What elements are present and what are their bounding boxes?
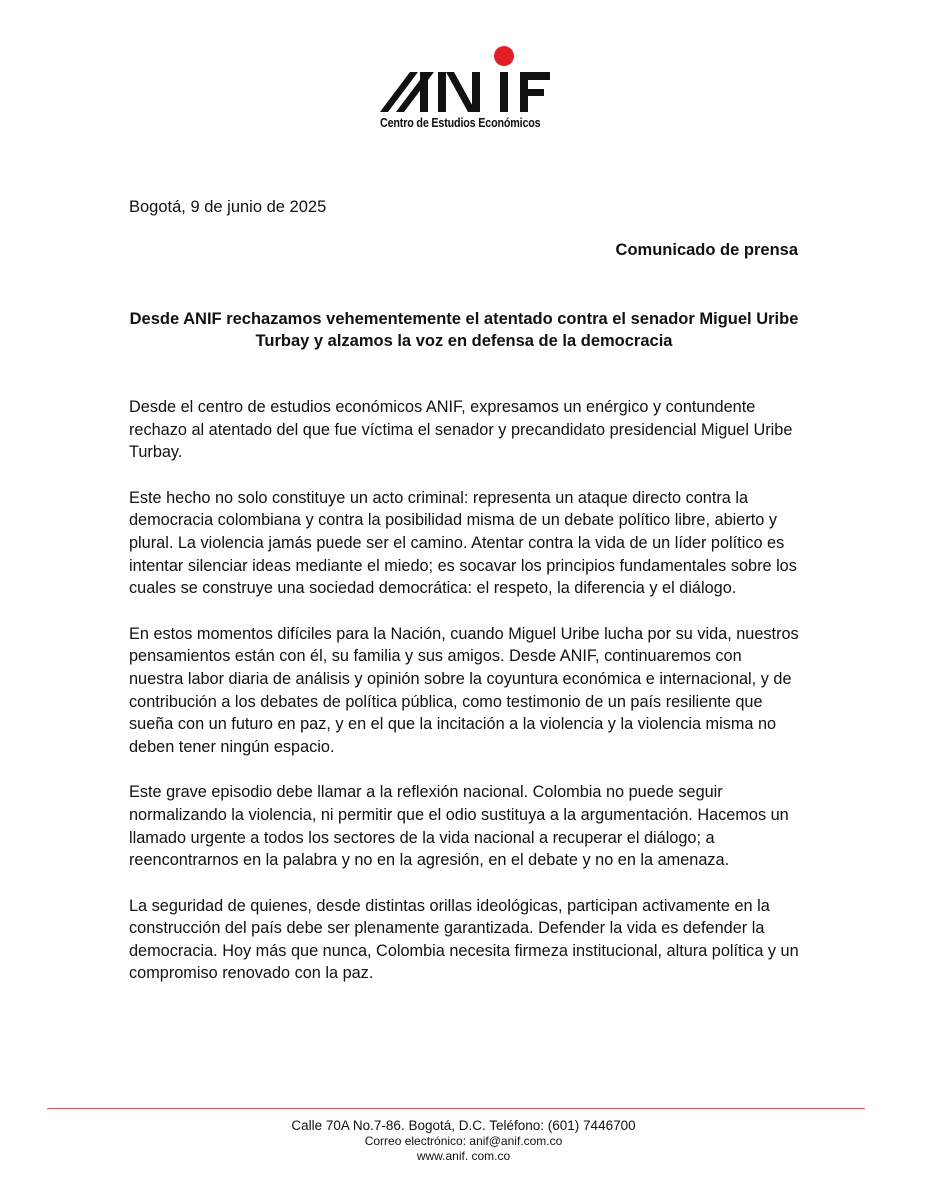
press-release-body: [129, 396, 799, 1008]
logo-subtitle: Centro de Estudios Económicos: [380, 116, 541, 130]
dateline: Bogotá, 9 de junio de 2025: [129, 198, 327, 216]
headline: Desde ANIF rechazamos vehementemente el atentado contra el senador Miguel Uribe Turbay y alzamos la voz en defensa de la democracia: [129, 310, 799, 350]
footer: [0, 1118, 927, 1164]
anif-logo-mark: [380, 44, 555, 116]
paragraph: Desde el centro de estudios económicos ANIF, expresamos un enérgico y contundente rechazo al atentado del que fue víctima el senador y precandidato presidencial Miguel Uribe Turbay.: [129, 398, 793, 462]
footer-address: Calle 70A No.7-86. Bogotá, D.C. Teléfono: (601) 7446700: [291, 1118, 636, 1133]
paragraph: En estos momentos difíciles para la Nación, cuando Miguel Uribe lucha por su vida, nuestros pensamientos están con él, su familia y sus amigos. Desde ANIF, continuaremos con nuestra labor diaria de análisis y opinión sobre la coyuntura económica e internacional, y de contribución a los debates de política pública, como testimonio de un país resiliente que sueña con un futuro en paz, y en el que la incitación a la violencia y la violencia misma no deben tener ningún espacio.: [129, 624, 799, 756]
footer-divider: [47, 1108, 865, 1109]
document-type: Comunicado de prensa: [615, 241, 798, 259]
paragraph: La seguridad de quienes, desde distintas orillas ideológicas, participan activamente en la construcción del país debe ser plenamente garantizada. Defender la vida es defender la democracia. Hoy más que nunca, Colombia necesita firmeza institucional, altura política y un compromiso renovado con la paz.: [129, 896, 799, 983]
paragraph: Este grave episodio debe llamar a la reflexión nacional. Colombia no puede seguir normalizando la violencia, ni permitir que el odio sustituya a la argumentación. Hacemos un llamado urgente a todos los sectores de la vida nacional a recuperar el diálogo; a reencontrarnos en la palabra y no en la agresión, en el debate y no en la amenaza.: [129, 783, 789, 870]
footer-email: Correo electrónico: anif@anif.com.co: [364, 1134, 563, 1148]
footer-website: www.anif. com.co: [416, 1149, 511, 1163]
paragraph: Este hecho no solo constituye un acto criminal: representa un ataque directo contra la democracia colombiana y contra la posibilidad misma de un debate político libre, abierto y plural. La violencia jamás puede ser el camino. Atentar contra la vida de un líder político es intentar silenciar ideas mediante el miedo; es socavar los principios fundamentales sobre los cuales se construye una sociedad democrática: el respeto, la diferencia y el diálogo.: [129, 488, 797, 598]
